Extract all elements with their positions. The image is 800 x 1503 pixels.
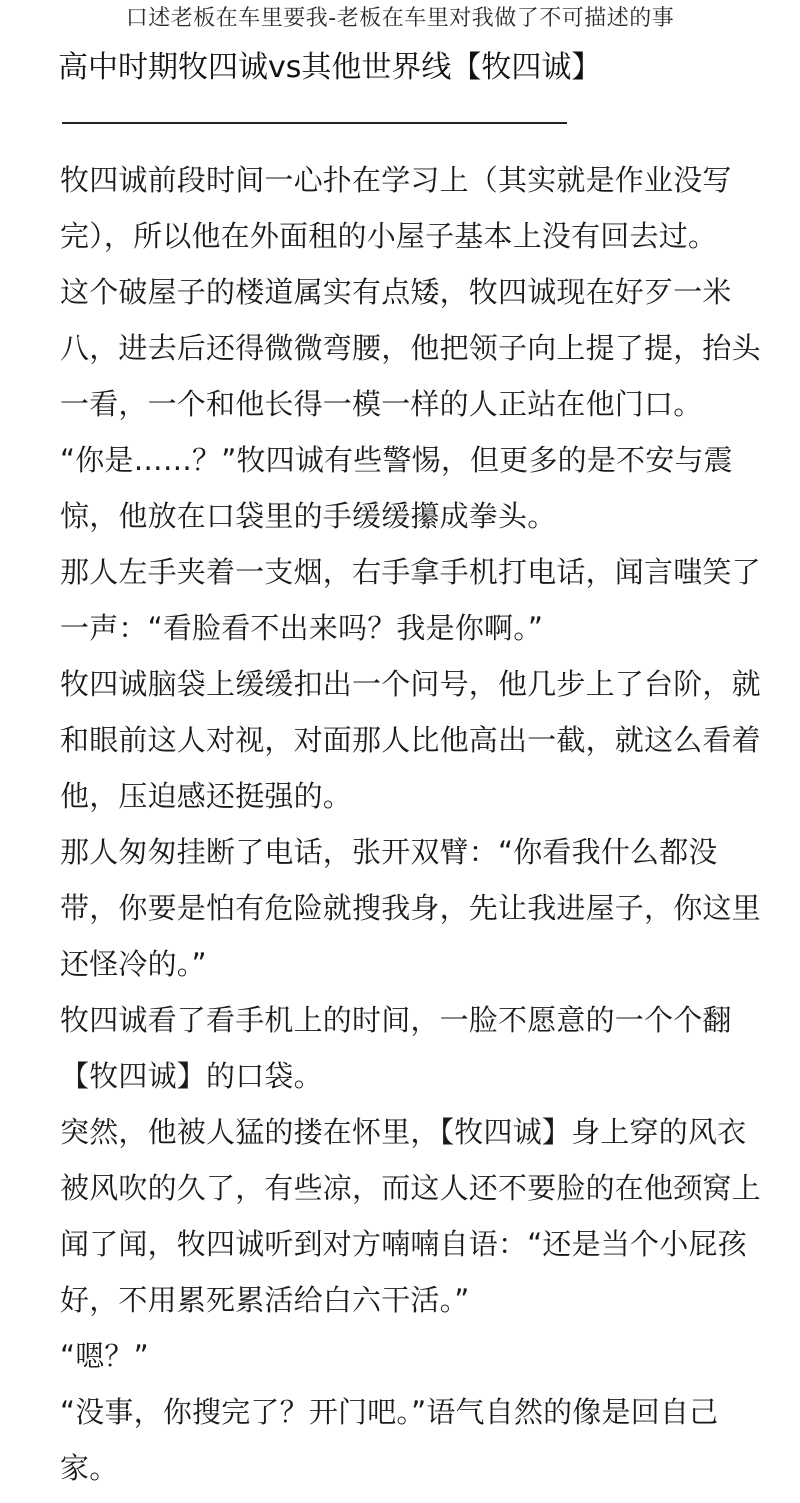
paragraph-line: 闻了闻，牧四诚听到对方喃喃自语：“还是当个小屁孩 [60,1227,747,1261]
paragraph-line: 完），所以他在外面租的小屋子基本上没有回去过。 [60,219,718,253]
paragraph-line: 带，你要是怕有危险就搜我身，先让我进屋子，你这里 [60,891,761,925]
paragraph-line: “嗯？” [60,1339,149,1373]
paragraph-line: 他，压迫感还挺强的。 [60,779,353,813]
paragraph-line: 牧四诚脑袋上缓缓扣出一个问号，他几步上了台阶，就 [60,667,761,701]
paragraph-line: 八，进去后还得微微弯腰，他把领子向上提了提，抬头 [60,331,761,365]
article-title: 高中时期牧四诚vs其他世界线【牧四诚】 [58,50,602,85]
paragraph-line: 好，不用累死累活给白六干活。” [60,1283,470,1317]
paragraph-line: 惊，他放在口袋里的手缓缓攥成拳头。 [60,499,557,533]
paragraph-line: 这个破屋子的楼道属实有点矮，牧四诚现在好歹一米 [60,275,732,309]
paragraph-line: 牧四诚前段时间一心扑在学习上（其实就是作业没写 [60,163,732,197]
page-header: 口述老板在车里要我-老板在车里对我做了不可描述的事 [125,6,675,31]
paragraph-line: 那人匆匆挂断了电话，张开双臂：“你看我什么都没 [60,835,718,869]
paragraph-line: “你是……？”牧四诚有些警惕，但更多的是不安与震 [60,443,733,477]
paragraph-line: 还怪冷的。” [60,947,207,981]
paragraph-line: 家。 [60,1451,119,1485]
paragraph-line: 一看，一个和他长得一模一样的人正站在他门口。 [60,387,703,421]
paragraph-line: 【牧四诚】的口袋。 [60,1059,323,1093]
paragraph-line: 被风吹的久了，有些凉，而这人还不要脸的在他颈窝上 [60,1171,761,1205]
paragraph-line: 和眼前这人对视，对面那人比他高出一截，就这么看着 [60,723,761,757]
paragraph-line: “没事，你搜完了？开门吧。”语气自然的像是回自己 [60,1395,719,1429]
title-divider [62,122,567,124]
paragraph-line: 牧四诚看了看手机上的时间，一脸不愿意的一个个翻 [60,1003,732,1037]
paragraph-line: 突然，他被人猛的搂在怀里，【牧四诚】身上穿的风衣 [60,1115,747,1149]
paragraph-line: 一声：“看脸看不出来吗？我是你啊。” [60,611,544,645]
paragraph-line: 那人左手夹着一支烟，右手拿手机打电话，闻言嗤笑了 [60,555,761,589]
